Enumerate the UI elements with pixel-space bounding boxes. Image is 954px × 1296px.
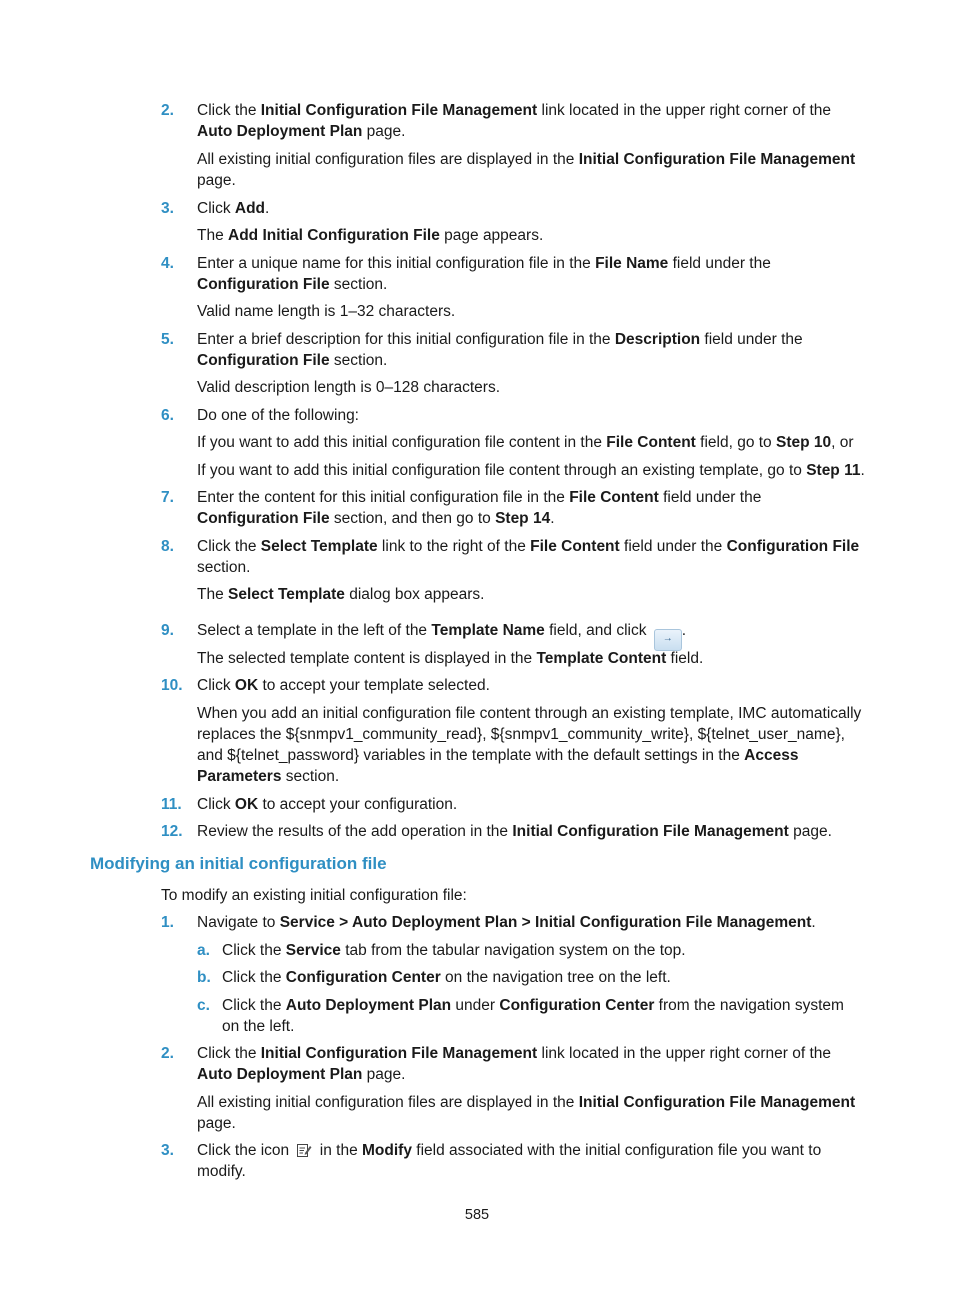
text-run: section. — [329, 276, 388, 293]
bold-term: Template Content — [536, 650, 667, 667]
text-run: field under the — [658, 489, 762, 506]
bold-term: Step 11 — [806, 462, 861, 479]
text-run: Click — [197, 796, 235, 813]
text-run: page. — [362, 1066, 406, 1083]
text-run: to accept your template selected. — [258, 677, 490, 694]
text-run: page. — [788, 823, 832, 840]
text-run: field under the — [700, 331, 803, 348]
step-number: 2. — [161, 102, 174, 119]
step-text — [197, 1140, 865, 1182]
text-run: If you want to add this initial configuration file content through an existing template, go to — [197, 462, 807, 479]
text-run: Do one of the following: — [197, 407, 359, 424]
bold-term: OK — [234, 796, 259, 813]
step-text — [197, 100, 865, 142]
bold-term: Configuration Center — [499, 997, 655, 1014]
bold-term: Initial Configuration File Management — [578, 1094, 856, 1111]
text-run: , or — [831, 434, 854, 451]
text-run: Select a template in the left of the — [197, 622, 432, 639]
bold-term: Description — [614, 331, 701, 348]
text-run: tab from the tabular navigation system on the top. — [340, 942, 686, 959]
text-run: . — [860, 462, 865, 479]
step-number: 5. — [161, 331, 174, 348]
substep-text — [222, 940, 865, 961]
text-run: . — [681, 622, 687, 639]
text-run: Review the results of the add operation in the — [197, 823, 513, 840]
text-run: section, and then go to — [329, 510, 496, 527]
bold-term: Service > Auto Deployment Plan > Initial Configuration File Management — [279, 914, 812, 931]
text-run: The — [197, 227, 229, 244]
bold-term: File Content — [606, 434, 696, 451]
text-run: Click the — [222, 997, 286, 1014]
text-run: page appears. — [439, 227, 544, 244]
step-note — [197, 1092, 865, 1134]
text-run: Click the — [197, 102, 261, 119]
page-number: 585 — [464, 1207, 490, 1223]
section-heading: Modifying an initial configuration file — [90, 854, 387, 873]
text-run: section. — [197, 559, 251, 576]
text-run: All existing initial configuration files are displayed in the — [197, 151, 579, 168]
bold-term: Initial Configuration File Management — [260, 1045, 538, 1062]
bold-term: Initial Configuration File Management — [512, 823, 789, 840]
text-run: section. — [281, 768, 340, 785]
text-run: The selected template content is displayed in the — [197, 650, 537, 667]
text-run: in the — [315, 1142, 363, 1159]
text-run: Enter a unique name for this initial configuration file in the — [197, 255, 596, 272]
text-run: field, go to — [695, 434, 776, 451]
bold-term: Auto Deployment Plan — [285, 997, 452, 1014]
text-run: Click the — [222, 969, 286, 986]
text-run: Click — [197, 677, 235, 694]
bold-term: Initial Configuration File Management — [578, 151, 856, 168]
text-run: All existing initial configuration files are displayed in the — [197, 1094, 579, 1111]
text-run: link to the right of the — [377, 538, 531, 555]
bold-term: File Name — [595, 255, 669, 272]
text-run: . — [550, 510, 555, 527]
substep-text — [222, 995, 865, 1037]
text-run: Navigate to — [197, 914, 280, 931]
text-run: link located in the upper right corner of the — [537, 102, 831, 119]
bold-term: Step 14 — [495, 510, 551, 527]
step-text — [197, 253, 865, 295]
step-number: 2. — [161, 1045, 174, 1062]
step-note — [197, 460, 865, 481]
text-run: When you add an initial configuration file content through an existing template, IMC automatically replaces the ${snmpv1_community_read}, ${snmpv1_community_write}, ${telnet_user_name}, and ${telnet_password} variables in the template with the default settings in the — [197, 705, 862, 764]
text-run: Enter a brief description for this initial configuration file in the — [197, 331, 615, 348]
text-run: Click the — [197, 1045, 261, 1062]
bold-term: Modify — [362, 1142, 412, 1159]
step-text — [197, 536, 865, 578]
step-note — [197, 584, 865, 605]
text-run: field, and click — [544, 622, 651, 639]
step-text — [197, 1043, 865, 1085]
text-run: page. — [197, 172, 236, 189]
text-run: Click the — [222, 942, 286, 959]
section-intro: To modify an existing initial configuration file: — [161, 887, 467, 904]
text-run: dialog box appears. — [344, 586, 485, 603]
modify-edit-icon — [296, 1142, 312, 1158]
bold-term: Template Name — [431, 622, 545, 639]
step-number: 1. — [161, 914, 174, 931]
text-run: under — [451, 997, 500, 1014]
text-run: . — [265, 200, 270, 217]
step-number: 11. — [161, 796, 182, 813]
step-text — [197, 794, 865, 815]
step-number: 4. — [161, 255, 174, 272]
step-note — [197, 225, 865, 246]
step-number: 6. — [161, 407, 174, 424]
bold-term: Add — [234, 200, 266, 217]
step-text — [197, 198, 865, 219]
text-run: field associated with the initial configuration file you want to modify. — [197, 1142, 822, 1180]
bold-term: Step 10 — [775, 434, 832, 451]
step-text — [197, 620, 865, 651]
text-run: field. — [666, 650, 704, 667]
bold-term: Auto Deployment Plan — [197, 123, 363, 140]
step-number: 3. — [161, 1142, 174, 1159]
substep-letter: c. — [197, 997, 210, 1014]
bold-term: Add Initial Configuration File — [228, 227, 440, 244]
step-text — [197, 912, 865, 933]
step-number: 9. — [161, 622, 174, 639]
substep-text — [222, 967, 865, 988]
bold-term: Initial Configuration File Management — [260, 102, 538, 119]
text-run: Click the — [197, 538, 261, 555]
step-note — [197, 648, 865, 669]
text-run: page. — [197, 1115, 236, 1132]
bold-term: Configuration File — [197, 276, 330, 293]
step-number: 8. — [161, 538, 174, 555]
text-run: The — [197, 586, 229, 603]
text-run: Valid description length is 0–128 characters. — [197, 379, 500, 396]
substep-letter: a. — [197, 942, 210, 959]
text-run: to accept your configuration. — [258, 796, 458, 813]
text-run: link located in the upper right corner of the — [537, 1045, 831, 1062]
step-number: 12. — [161, 823, 183, 840]
bold-term: Auto Deployment Plan — [197, 1066, 363, 1083]
bold-term: OK — [234, 677, 259, 694]
text-run: Click the icon — [197, 1142, 294, 1159]
step-note — [197, 301, 865, 322]
text-run: Click — [197, 200, 235, 217]
step-note — [197, 149, 865, 191]
bold-term: Configuration Center — [285, 969, 441, 986]
text-run: Valid name length is 1–32 characters. — [197, 303, 456, 320]
bold-term: File Content — [530, 538, 620, 555]
bold-term: Service — [285, 942, 341, 959]
text-run: page. — [362, 123, 406, 140]
step-number: 10. — [161, 677, 183, 694]
text-run: from the navigation system on the left. — [222, 997, 844, 1035]
text-run: . — [811, 914, 816, 931]
text-run: section. — [329, 352, 388, 369]
bold-term: Configuration File — [726, 538, 860, 555]
step-text — [197, 821, 865, 842]
step-note — [197, 432, 865, 453]
bold-term: Select Template — [228, 586, 345, 603]
bold-term: Select Template — [260, 538, 378, 555]
step-text — [197, 487, 865, 529]
step-number: 3. — [161, 200, 174, 217]
step-number: 7. — [161, 489, 174, 506]
step-text — [197, 329, 865, 371]
substep-letter: b. — [197, 969, 211, 986]
step-text — [197, 405, 865, 426]
text-run: on the navigation tree on the left. — [440, 969, 671, 986]
bold-term: Configuration File — [197, 352, 330, 369]
text-run: field under the — [668, 255, 771, 272]
text-run: field under the — [619, 538, 727, 555]
bold-term: Configuration File — [197, 510, 330, 527]
step-note — [197, 377, 865, 398]
step-note — [197, 703, 865, 787]
bold-term: File Content — [569, 489, 659, 506]
step-text — [197, 675, 865, 696]
text-run: Enter the content for this initial configuration file in the — [197, 489, 570, 506]
add-arrow-button-icon: → — [654, 629, 682, 651]
text-run: If you want to add this initial configuration file content in the — [197, 434, 607, 451]
bold-term: Access Parameters — [197, 747, 799, 785]
